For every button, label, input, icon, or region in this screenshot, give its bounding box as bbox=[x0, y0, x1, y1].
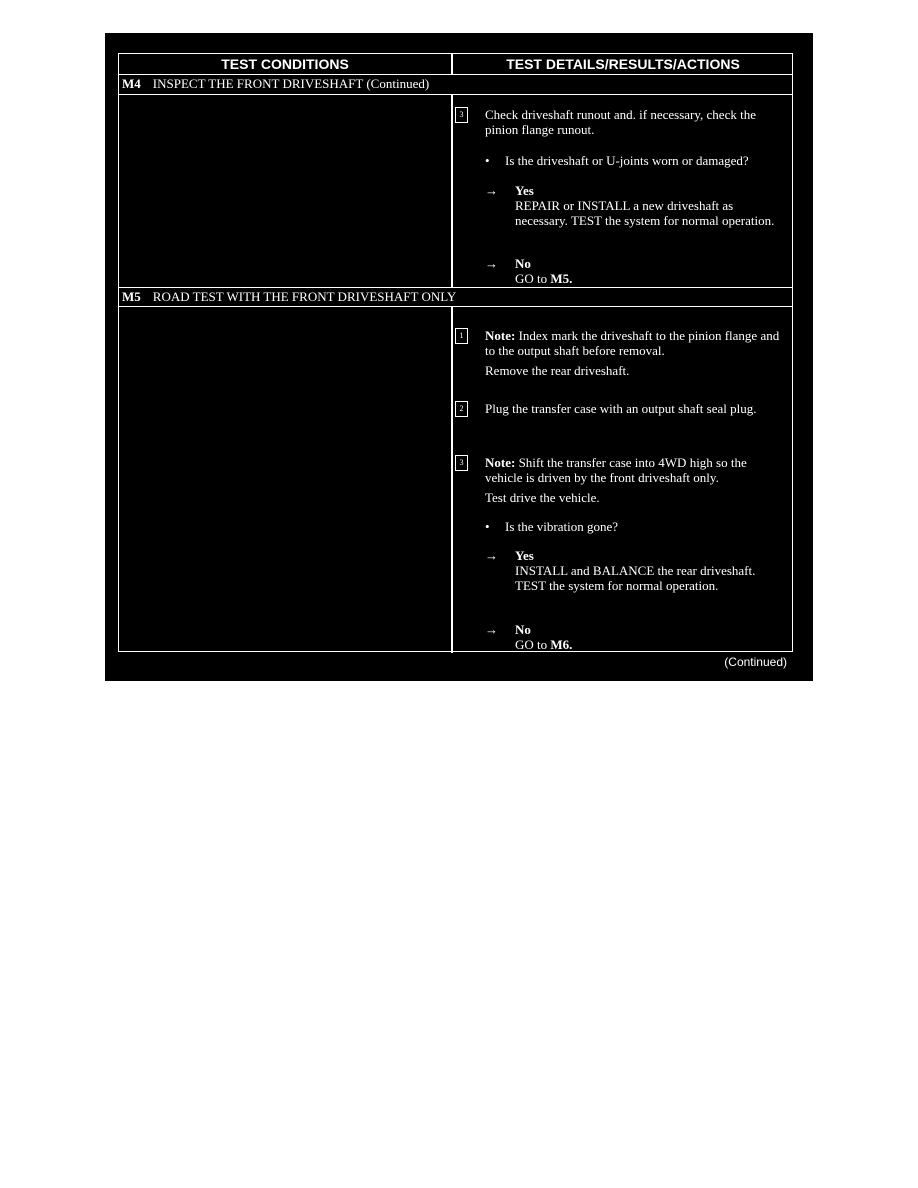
go-to-ref: M6. bbox=[550, 637, 573, 652]
m5-question bbox=[485, 519, 618, 534]
step-text: Plug the transfer case with an output shaft seal plug. bbox=[485, 401, 757, 416]
column-divider bbox=[451, 306, 453, 653]
note-text: Shift the transfer case into 4WD high so the vehicle is driven by the front driveshaft only. bbox=[485, 455, 747, 485]
m4-yes-result bbox=[485, 183, 785, 228]
m4-step-3 bbox=[455, 107, 785, 137]
m5-step-2 bbox=[455, 401, 785, 416]
note-label: Note: bbox=[485, 328, 516, 343]
yes-label: Yes bbox=[515, 548, 534, 563]
m4-question bbox=[485, 153, 749, 168]
section-title-m4 bbox=[122, 75, 429, 93]
yes-action-text: INSTALL and BALANCE the rear driveshaft. TEST the system for normal operation. bbox=[515, 563, 756, 593]
step-number-box: 3 bbox=[455, 455, 468, 471]
go-to-ref: M5. bbox=[550, 271, 573, 286]
m5-no-result bbox=[485, 622, 785, 652]
step-text bbox=[485, 455, 785, 485]
step-text: Check driveshaft runout and. if necessary, check the pinion flange runout. bbox=[485, 107, 756, 137]
column-divider bbox=[451, 94, 453, 287]
note-label: Note: bbox=[485, 455, 516, 470]
arrow-icon: → bbox=[485, 622, 498, 637]
header-test-conditions: TEST CONDITIONS bbox=[221, 56, 349, 72]
header-test-details: TEST DETAILS/RESULTS/ACTIONS bbox=[506, 56, 740, 72]
divider bbox=[119, 306, 792, 307]
step-number-box: 2 bbox=[455, 401, 468, 417]
go-to-text: GO to bbox=[515, 271, 551, 286]
continued-label: (Continued) bbox=[724, 655, 787, 669]
note-text: Index mark the driveshaft to the pinion flange and to the output shaft before removal. bbox=[485, 328, 780, 358]
step-number-box: 1 bbox=[455, 328, 468, 344]
section-id: M5 bbox=[122, 289, 141, 304]
m4-no-result bbox=[485, 256, 785, 286]
step-text bbox=[485, 328, 785, 358]
column-divider bbox=[451, 54, 453, 74]
section-title-text: ROAD TEST WITH THE FRONT DRIVESHAFT ONLY bbox=[152, 289, 457, 304]
go-to-text: GO to bbox=[515, 637, 551, 652]
document-page bbox=[105, 33, 813, 681]
yes-label: Yes bbox=[515, 183, 534, 198]
arrow-icon: → bbox=[485, 548, 498, 563]
arrow-icon: → bbox=[485, 183, 498, 198]
question-text: Is the vibration gone? bbox=[505, 519, 618, 534]
section-title-text: INSPECT THE FRONT DRIVESHAFT (Continued) bbox=[152, 76, 430, 91]
section-title-m5 bbox=[122, 288, 456, 306]
diagnostic-table bbox=[118, 53, 793, 652]
step-subtext: Remove the rear driveshaft. bbox=[485, 363, 630, 378]
no-label: No bbox=[515, 622, 531, 637]
no-label: No bbox=[515, 256, 531, 271]
yes-action-text: REPAIR or INSTALL a new driveshaft as necessary. TEST the system for normal operation. bbox=[515, 198, 775, 228]
question-text: Is the driveshaft or U-joints worn or damaged? bbox=[505, 153, 749, 168]
step-number-box: 3 bbox=[455, 107, 468, 123]
bullet-icon: • bbox=[485, 153, 490, 168]
m5-step-3 bbox=[455, 455, 785, 505]
m5-step-1 bbox=[455, 328, 785, 378]
section-id: M4 bbox=[122, 76, 141, 91]
bullet-icon: • bbox=[485, 519, 490, 534]
arrow-icon: → bbox=[485, 256, 498, 271]
m5-yes-result bbox=[485, 548, 785, 593]
step-subtext: Test drive the vehicle. bbox=[485, 490, 600, 505]
no-action-text bbox=[515, 271, 785, 286]
divider bbox=[119, 94, 792, 95]
no-action-text bbox=[515, 637, 785, 652]
